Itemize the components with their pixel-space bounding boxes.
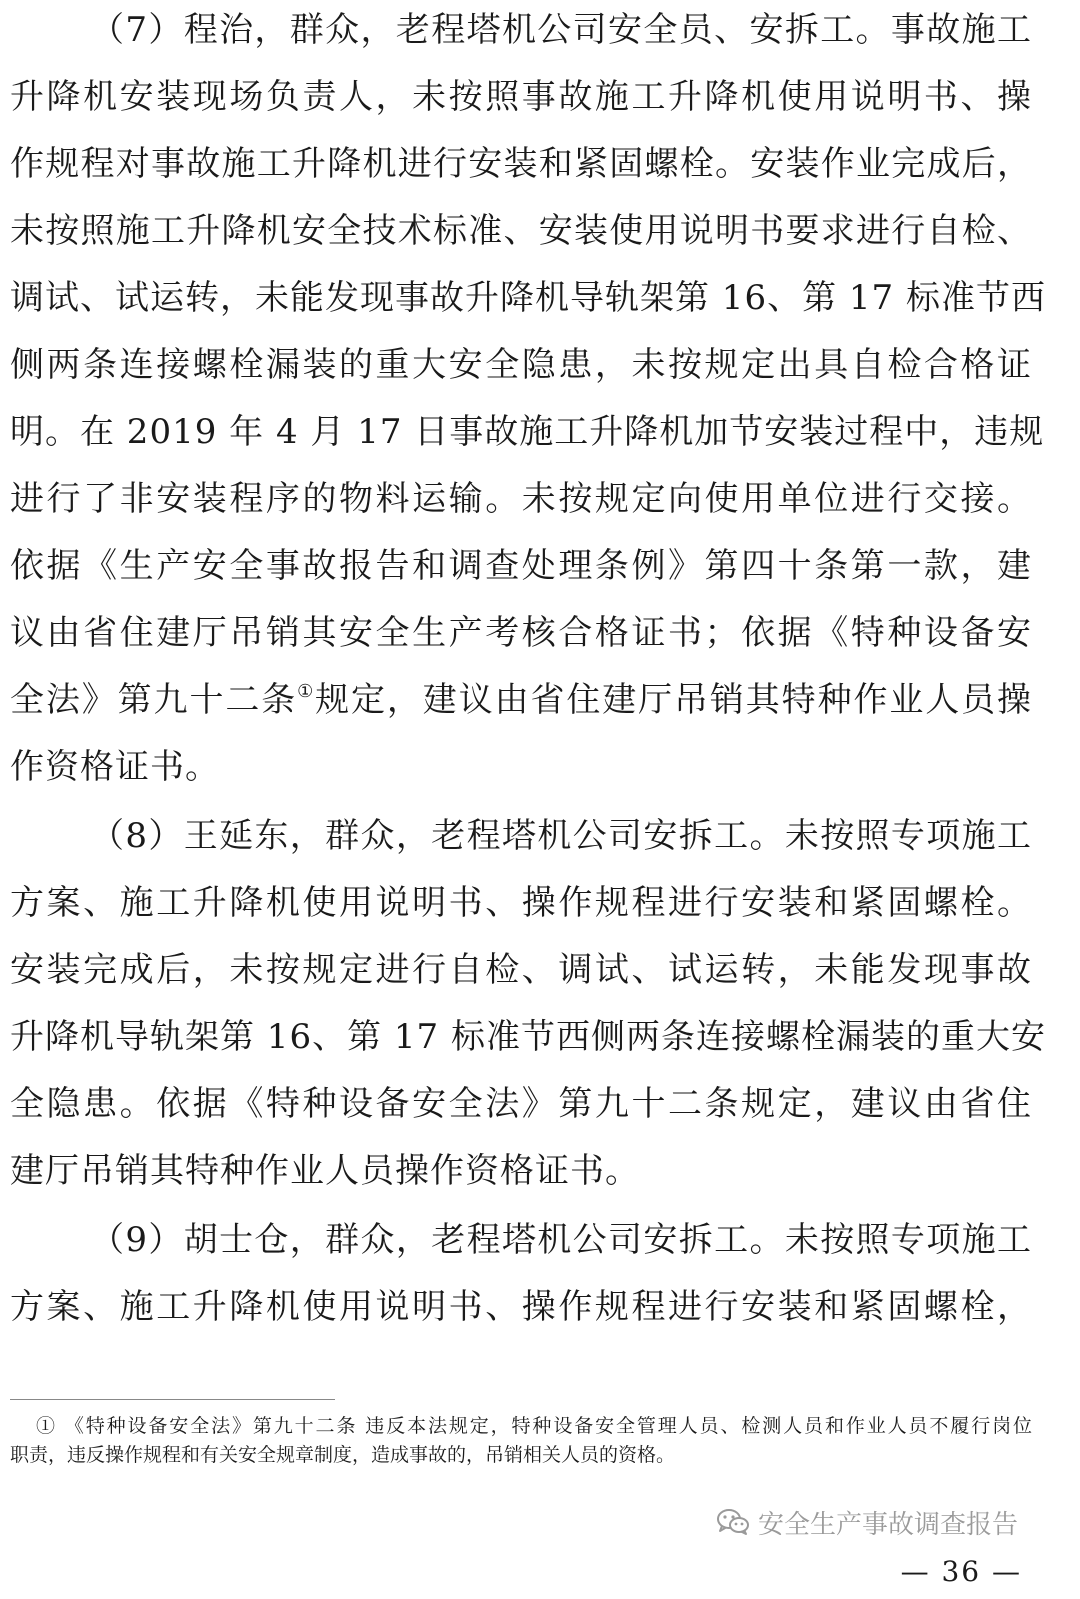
footnote-line: ① 《特种设备安全法》第九十二条 违反本法规定，特种设备安全管理人员、检测人员和作业人员不履行岗位 bbox=[36, 1415, 1032, 1437]
paragraph-line: 进行了非安装程序的物料运输。未按规定向使用单位进行交接。 bbox=[10, 479, 1032, 519]
paragraph-line: 全隐患。依据《特种设备安全法》第九十二条规定，建议由省住 bbox=[10, 1084, 1032, 1124]
paragraph-line: 作资格证书。 bbox=[10, 747, 220, 787]
paragraph-line: 作规程对事故施工升降机进行安装和紧固螺栓。安装作业完成后， bbox=[10, 144, 1032, 184]
footnote-line: 职责，违反操作规程和有关安全规章制度，造成事故的，吊销相关人员的资格。 bbox=[10, 1444, 676, 1466]
paragraph-line: 未按照施工升降机安全技术标准、安装使用说明书要求进行自检、 bbox=[10, 211, 1032, 251]
watermark bbox=[716, 1507, 1018, 1540]
footnote-reference[interactable]: ① bbox=[297, 681, 316, 702]
watermark-text: 安全生产事故调查报告 bbox=[757, 1509, 1018, 1540]
paragraph-line: 升降机导轨架第 16、第 17 标准节西侧两条连接螺栓漏装的重大安 bbox=[10, 1017, 1046, 1057]
paragraph-line: （7）程治，群众，老程塔机公司安全员、安拆工。事故施工 bbox=[90, 10, 1032, 50]
paragraph-line: 安装完成后，未按规定进行自检、调试、试运转，未能发现事故 bbox=[10, 950, 1032, 990]
wechat-icon bbox=[716, 1508, 750, 1536]
paragraph-line: 议由省住建厅吊销其安全生产考核合格证书；依据《特种设备安 bbox=[10, 613, 1032, 653]
paragraph-line: 方案、施工升降机使用说明书、操作规程进行安装和紧固螺栓， bbox=[10, 1287, 1032, 1327]
footnote-divider bbox=[10, 1399, 335, 1400]
paragraph-line: 明。在 2019 年 4 月 17 日事故施工升降机加节安装过程中，违规 bbox=[10, 412, 1045, 452]
paragraph-line: 侧两条连接螺栓漏装的重大安全隐患，未按规定出具自检合格证 bbox=[10, 345, 1032, 385]
paragraph-line bbox=[10, 680, 1032, 720]
paragraph-line: 方案、施工升降机使用说明书、操作规程进行安装和紧固螺栓。 bbox=[10, 883, 1032, 923]
paragraph-line: （8）王延东，群众，老程塔机公司安拆工。未按照专项施工 bbox=[90, 816, 1032, 856]
paragraph-line: 建厅吊销其特种作业人员操作资格证书。 bbox=[10, 1151, 640, 1191]
paragraph-line: 升降机安装现场负责人，未按照事故施工升降机使用说明书、操 bbox=[10, 77, 1032, 117]
paragraph-line: 调试、试运转，未能发现事故升降机导轨架第 16、第 17 标准节西 bbox=[10, 278, 1046, 318]
paragraph-text: 全法》第九十二条 bbox=[10, 680, 298, 720]
paragraph-line: 依据《生产安全事故报告和调查处理条例》第四十条第一款，建 bbox=[10, 546, 1032, 586]
page-number: — 36 — bbox=[900, 1555, 1022, 1588]
paragraph-text: 规定，建议由省住建厅吊销其特种作业人员操 bbox=[315, 680, 1033, 720]
paragraph-line: （9）胡士仓，群众，老程塔机公司安拆工。未按照专项施工 bbox=[90, 1220, 1032, 1260]
